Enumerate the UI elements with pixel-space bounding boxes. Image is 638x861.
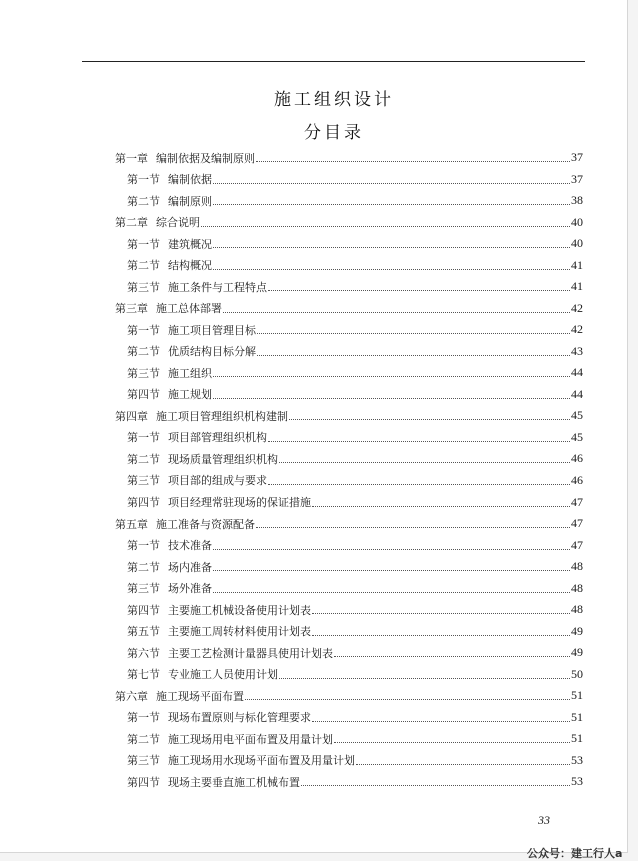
toc-dot-leader	[257, 333, 570, 334]
toc-dot-leader	[223, 312, 570, 313]
toc-entry-label	[127, 257, 212, 273]
toc-entry-title: 场外准备	[168, 582, 212, 596]
toc-entry-label	[115, 688, 244, 704]
toc-section-entry[interactable]	[115, 534, 583, 556]
toc-entry-page: 40	[571, 214, 583, 229]
toc-entry-number: 第五章	[115, 517, 148, 531]
toc-entry-title: 主要工艺检测计量器具使用计划表	[168, 646, 333, 660]
toc-entry-page: 42	[571, 322, 583, 337]
toc-entry-page: 40	[571, 236, 583, 251]
toc-dot-leader	[268, 441, 570, 442]
toc-entry-label	[127, 343, 256, 359]
toc-section-entry[interactable]	[115, 470, 583, 492]
toc-entry-title: 施工项目管理目标	[168, 323, 256, 337]
toc-entry-page: 48	[571, 602, 583, 617]
toc-section-entry[interactable]	[115, 276, 583, 298]
toc-section-entry[interactable]	[115, 384, 583, 406]
toc-entry-number: 第一节	[127, 173, 160, 187]
toc-section-entry[interactable]	[115, 233, 583, 255]
toc-section-entry[interactable]	[115, 341, 583, 363]
toc-entry-number: 第六节	[127, 646, 160, 660]
toc-entry-title: 技术准备	[168, 539, 212, 553]
toc-entry-page: 38	[571, 193, 583, 208]
toc-dot-leader	[356, 764, 570, 765]
toc-chapter-entry[interactable]	[115, 685, 583, 707]
toc-entry-number: 第四节	[127, 775, 160, 789]
toc-entry-page: 51	[571, 688, 583, 703]
toc-dot-leader	[213, 204, 570, 205]
toc-dot-leader	[213, 398, 570, 399]
toc-entry-label	[127, 279, 267, 295]
toc-entry-label	[127, 451, 278, 467]
toc-entry-title: 现场布置原则与标化管理要求	[168, 711, 311, 725]
toc-entry-title: 编制原则	[168, 194, 212, 208]
toc-entry-number: 第三节	[127, 366, 160, 380]
toc-dot-leader	[312, 506, 570, 507]
toc-entry-number: 第四节	[127, 603, 160, 617]
toc-entry-title: 施工现场用电平面布置及用量计划	[168, 732, 333, 746]
toc-section-entry[interactable]	[115, 577, 583, 599]
toc-entry-number: 第三节	[127, 280, 160, 294]
toc-entry-number: 第一节	[127, 431, 160, 445]
toc-entry-label	[115, 516, 255, 532]
toc-entry-number: 第五节	[127, 625, 160, 639]
toc-entry-number: 第一节	[127, 539, 160, 553]
toc-entry-page: 49	[571, 645, 583, 660]
table-of-contents	[115, 147, 583, 792]
toc-section-entry[interactable]	[115, 362, 583, 384]
toc-entry-label	[127, 709, 311, 725]
toc-entry-number: 第二节	[127, 560, 160, 574]
toc-entry-title: 项目经理常驻现场的保证措施	[168, 496, 311, 509]
toc-entry-title: 场内准备	[168, 560, 212, 574]
toc-entry-title: 施工总体部署	[156, 302, 222, 316]
toc-entry-page: 50	[571, 666, 583, 681]
toc-entry-label	[127, 494, 311, 510]
toc-section-entry[interactable]	[115, 728, 583, 750]
toc-entry-number: 第一章	[115, 151, 148, 165]
toc-entry-number: 第四节	[127, 496, 160, 509]
toc-entry-page: 44	[571, 365, 583, 380]
toc-entry-title: 主要施工机械设备使用计划表	[168, 603, 311, 617]
toc-entry-label	[127, 322, 256, 338]
toc-chapter-entry[interactable]	[115, 513, 583, 535]
toc-entry-label	[115, 150, 255, 166]
toc-entry-page: 48	[571, 580, 583, 595]
toc-entry-title: 施工现场用水现场平面布置及用量计划	[168, 754, 355, 768]
toc-entry-label	[127, 472, 267, 488]
toc-entry-title: 优质结构目标分解	[168, 345, 256, 359]
toc-dot-leader	[213, 247, 570, 248]
toc-entry-label	[127, 580, 212, 596]
toc-entry-number: 第一节	[127, 323, 160, 337]
toc-entry-label	[127, 386, 212, 402]
toc-entry-title: 项目部管理组织机构	[168, 431, 267, 445]
toc-entry-label	[127, 559, 212, 575]
toc-entry-label	[115, 300, 222, 316]
toc-entry-number: 第二节	[127, 345, 160, 359]
toc-dot-leader	[312, 613, 570, 614]
toc-entry-number: 第三节	[127, 474, 160, 488]
toc-entry-number: 第四章	[115, 409, 148, 423]
toc-section-entry[interactable]	[115, 663, 583, 685]
toc-dot-leader	[201, 226, 570, 227]
toc-entry-label	[127, 537, 212, 553]
toc-section-entry[interactable]	[115, 319, 583, 341]
toc-section-entry[interactable]	[115, 427, 583, 449]
toc-dot-leader	[213, 376, 570, 377]
toc-entry-label	[127, 623, 311, 639]
toc-chapter-entry[interactable]	[115, 212, 583, 234]
toc-entry-page: 51	[571, 709, 583, 724]
toc-entry-number: 第二节	[127, 452, 160, 466]
toc-entry-label	[127, 645, 333, 661]
toc-dot-leader	[245, 699, 570, 700]
toc-entry-page: 53	[571, 774, 583, 789]
watermark-text: 公众号：建工行人a	[527, 847, 623, 860]
toc-entry-page: 47	[571, 516, 583, 531]
toc-entry-label	[115, 214, 200, 230]
page-title: 施工组织设计	[274, 90, 394, 110]
toc-entry-number: 第六章	[115, 689, 148, 703]
toc-entry-title: 综合说明	[156, 216, 200, 230]
toc-entry-title: 编制依据及编制原则	[156, 151, 255, 165]
toc-entry-page: 42	[571, 300, 583, 315]
toc-entry-label	[127, 731, 333, 747]
toc-entry-title: 编制依据	[168, 173, 212, 187]
toc-entry-title: 主要施工周转材料使用计划表	[168, 625, 311, 639]
toc-section-entry[interactable]	[115, 556, 583, 578]
toc-entry-page: 47	[571, 537, 583, 552]
toc-entry-page: 44	[571, 386, 583, 401]
toc-entry-label	[127, 171, 212, 187]
toc-entry-number: 第三节	[127, 754, 160, 768]
toc-entry-page: 48	[571, 559, 583, 574]
toc-entry-label	[127, 774, 300, 790]
header-rule	[82, 61, 585, 62]
toc-entry-number: 第二节	[127, 732, 160, 746]
page-subtitle: 分目录	[304, 123, 364, 143]
toc-entry-title: 施工规划	[168, 388, 212, 402]
toc-section-entry[interactable]	[115, 599, 583, 621]
toc-dot-leader	[213, 570, 570, 571]
toc-entry-label	[127, 429, 267, 445]
toc-entry-title: 专业施工人员使用计划	[168, 668, 278, 682]
toc-entry-label	[127, 193, 212, 209]
toc-section-entry[interactable]	[115, 642, 583, 664]
toc-section-entry[interactable]	[115, 448, 583, 470]
toc-entry-page: 46	[571, 472, 583, 487]
toc-entry-title: 建筑概况	[168, 237, 212, 251]
toc-entry-page: 49	[571, 623, 583, 638]
toc-dot-leader	[279, 678, 570, 679]
toc-section-entry[interactable]	[115, 706, 583, 728]
toc-entry-number: 第二章	[115, 216, 148, 230]
toc-entry-label	[115, 408, 288, 424]
toc-entry-number: 第二节	[127, 259, 160, 273]
toc-entry-title: 施工现场平面布置	[156, 689, 244, 703]
toc-entry-label	[127, 666, 278, 682]
toc-dot-leader	[268, 484, 570, 485]
toc-section-entry[interactable]	[115, 190, 583, 212]
toc-entry-page: 47	[571, 494, 583, 509]
toc-entry-title: 施工组织	[168, 366, 212, 380]
toc-section-entry[interactable]	[115, 491, 583, 513]
toc-dot-leader	[213, 269, 570, 270]
toc-chapter-entry[interactable]	[115, 405, 583, 427]
toc-entry-page: 45	[571, 408, 583, 423]
toc-dot-leader	[268, 290, 570, 291]
toc-dot-leader	[334, 742, 570, 743]
toc-dot-leader	[279, 462, 570, 463]
toc-entry-number: 第一节	[127, 237, 160, 251]
toc-entry-page: 37	[571, 150, 583, 165]
toc-entry-label	[127, 365, 212, 381]
toc-entry-page: 51	[571, 731, 583, 746]
toc-dot-leader	[213, 592, 570, 593]
toc-entry-number: 第四节	[127, 388, 160, 402]
toc-dot-leader	[334, 656, 570, 657]
toc-dot-leader	[213, 549, 570, 550]
toc-dot-leader	[213, 183, 570, 184]
toc-entry-number: 第一节	[127, 711, 160, 725]
toc-section-entry[interactable]	[115, 749, 583, 771]
toc-chapter-entry[interactable]	[115, 298, 583, 320]
toc-entry-page: 53	[571, 752, 583, 767]
toc-entry-title: 施工准备与资源配备	[156, 517, 255, 531]
toc-entry-label	[127, 236, 212, 252]
toc-dot-leader	[257, 355, 570, 356]
toc-dot-leader	[256, 161, 570, 162]
toc-entry-title: 现场质量管理组织机构	[168, 452, 278, 466]
toc-entry-number: 第七节	[127, 668, 160, 682]
toc-entry-number: 第二节	[127, 194, 160, 208]
toc-entry-title: 施工条件与工程特点	[168, 280, 267, 294]
footer-page-number: 33	[538, 813, 550, 827]
toc-dot-leader	[312, 721, 570, 722]
toc-entry-title: 结构概况	[168, 259, 212, 273]
toc-dot-leader	[301, 785, 570, 786]
toc-dot-leader	[312, 635, 570, 636]
toc-chapter-entry[interactable]	[115, 147, 583, 169]
toc-entry-number: 第三章	[115, 302, 148, 316]
toc-section-entry[interactable]	[115, 620, 583, 642]
toc-entry-title: 施工项目管理组织机构建制	[156, 409, 288, 423]
toc-entry-label	[127, 752, 355, 768]
toc-entry-page: 45	[571, 429, 583, 444]
toc-section-entry[interactable]	[115, 255, 583, 277]
toc-entry-page: 46	[571, 451, 583, 466]
toc-dot-leader	[256, 527, 570, 528]
toc-entry-page: 43	[571, 343, 583, 358]
toc-entry-page: 37	[571, 171, 583, 186]
toc-section-entry[interactable]	[115, 169, 583, 191]
toc-entry-title: 现场主要垂直施工机械布置	[168, 775, 300, 789]
toc-entry-page: 41	[571, 279, 583, 294]
toc-entry-number: 第三节	[127, 582, 160, 596]
toc-dot-leader	[289, 419, 570, 420]
toc-entry-title: 项目部的组成与要求	[168, 474, 267, 488]
toc-entry-page: 41	[571, 257, 583, 272]
toc-entry-label	[127, 602, 311, 618]
toc-section-entry[interactable]	[115, 771, 583, 793]
